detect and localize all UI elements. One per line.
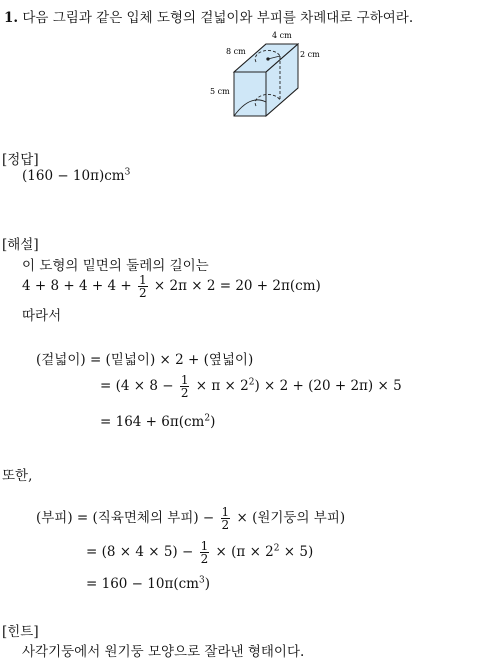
answer-value: $(160 - 10\pi)cm^3$ bbox=[22, 167, 131, 184]
fraction: $\frac{1}{2}$ bbox=[138, 273, 147, 300]
fraction: $\frac{1}{2}$ bbox=[200, 539, 209, 566]
label-4cm: 4 cm bbox=[272, 31, 292, 40]
label-5cm: 5 cm bbox=[210, 87, 230, 96]
fraction: $\frac{1}{2}$ bbox=[180, 373, 189, 400]
perimeter-equation: 4 + 8 + 4 + 4 + $\frac{1}{2}$ × 2π × 2 = 20 + 2π(cm) bbox=[22, 273, 321, 300]
therefore-text: 따라서 bbox=[22, 308, 62, 324]
label-2cm: 2 cm bbox=[300, 50, 320, 59]
hint-text: 사각기둥에서 원기둥 모양으로 잘라낸 형태이다. bbox=[22, 644, 305, 660]
answer-heading: [정답] bbox=[2, 152, 39, 168]
also-text: 또한, bbox=[2, 468, 33, 484]
figure-center-dot bbox=[267, 58, 269, 60]
surface-area-line3: = $164 + 6\pi(cm^2)$ bbox=[100, 413, 216, 430]
figure-front-face bbox=[234, 72, 266, 116]
question-line bbox=[4, 6, 413, 26]
surface-area-line1: (겉넓이) = (밑넓이) × 2 + (옆넓이) bbox=[36, 352, 254, 368]
solution-heading: [해설] bbox=[2, 237, 39, 253]
label-8cm: 8 cm bbox=[226, 47, 246, 56]
volume-line1: (부피) = (직육면체의 부피) − $\frac{1}{2}$ × (원기둥의 부피) bbox=[36, 505, 346, 532]
solution-intro: 이 도형의 밑면의 둘레의 길이는 bbox=[22, 258, 209, 274]
question-number: 1. bbox=[4, 10, 19, 26]
volume-line3: = $160 - 10\pi(cm^3)$ bbox=[86, 575, 210, 592]
surface-area-line2: = (4 × 8 − $\frac{1}{2}$ × $\pi \times 2^2) \times 2 + (20 + 2\pi) \times 5$ bbox=[100, 373, 402, 400]
fraction: $\frac{1}{2}$ bbox=[221, 505, 230, 532]
volume-line2: = (8 × 4 × 5) − $\frac{1}{2}$ × $(\pi \times 2^2 \times 5)$ bbox=[86, 539, 314, 566]
question-text: 다음 그림과 같은 입체 도형의 겉넓이와 부피를 차례대로 구하여라. bbox=[22, 10, 414, 26]
hint-heading: [힌트] bbox=[2, 624, 39, 640]
solid-figure bbox=[200, 28, 330, 122]
